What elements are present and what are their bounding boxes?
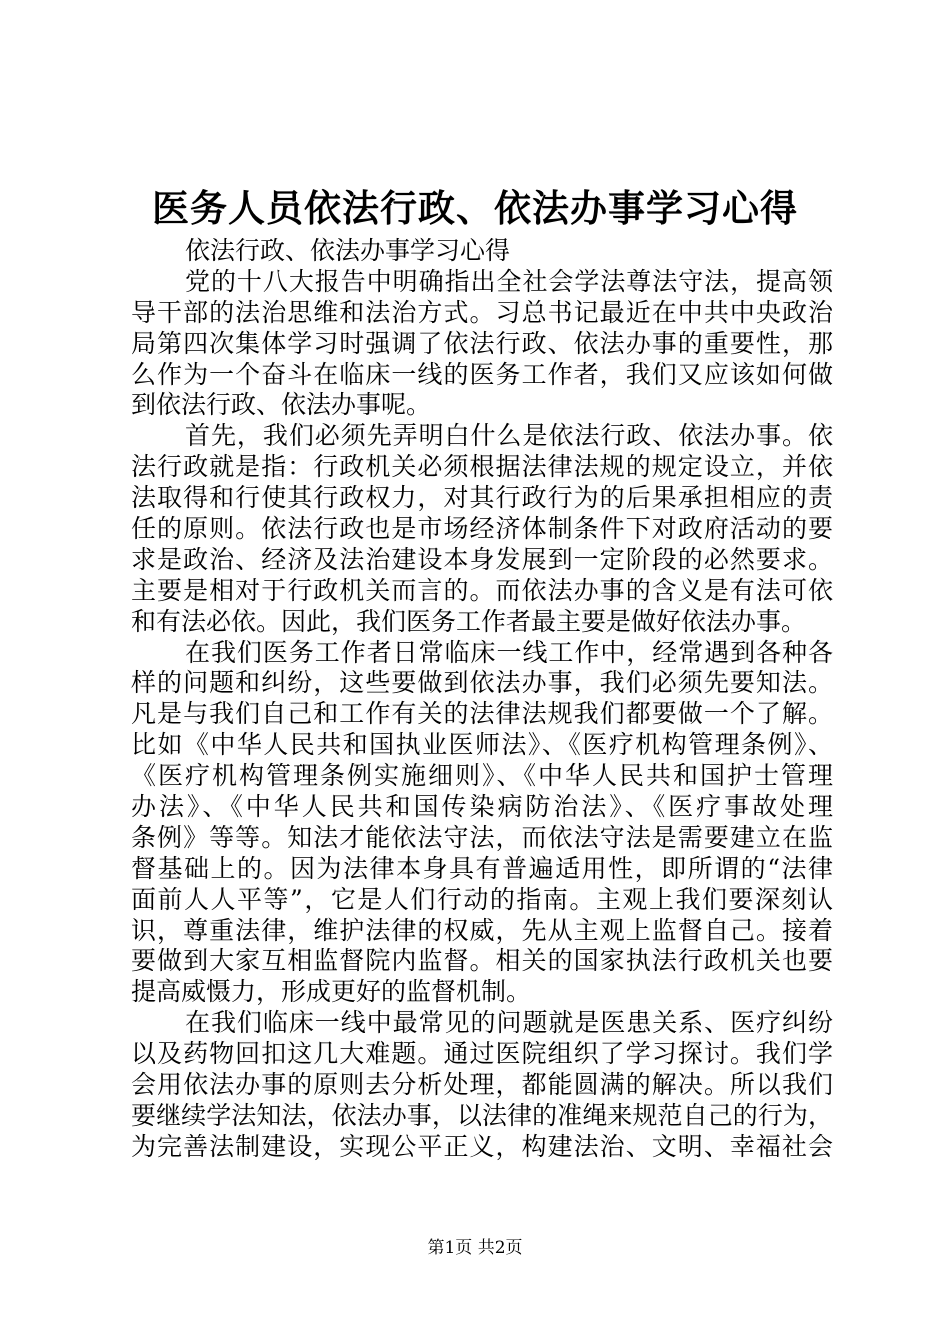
text-line: 办法》、《中华人民共和国传染病防治法》、《医疗事故处理 [131,792,833,822]
text-line: 要做到大家互相监督院内监督。相关的国家执法行政机关也要 [131,946,833,976]
text-line: 局第四次集体学习时强调了依法行政、依法办事的重要性，那 [131,328,833,358]
text-line: 到依法行政、依法办事呢。 [131,390,432,420]
text-line: 《医疗机构管理条例实施细则》、《中华人民共和国护士管理 [131,761,833,791]
page-footer: 第1页 共2页 [427,1238,523,1258]
text-line: 面前人人平等”，它是人们行动的指南。主观上我们要深刻认 [131,884,833,914]
text-line: 凡是与我们自己和工作有关的法律法规我们都要做一个了解。 [131,699,833,729]
text-line: 提高威慑力，形成更好的监督机制。 [131,977,532,1007]
text-line: 为完善法制建设，实现公平正义，构建法治、文明、幸福社会 [131,1131,833,1161]
text-line: 样的问题和纠纷，这些要做到依法办事，我们必须先要知法。 [131,668,833,698]
text-line: 在我们临床一线中最常见的问题就是医患关系、医疗纠纷 [185,1008,833,1038]
document-title: 医务人员依法行政、依法办事学习心得 [152,186,798,230]
text-line: 条例》等等。知法才能依法守法，而依法守法是需要建立在监 [131,822,833,852]
text-line: 法行政就是指：行政机关必须根据法律法规的规定设立，并依 [131,452,833,482]
text-line: 比如《中华人民共和国执业医师法》、《医疗机构管理条例》、 [131,730,833,760]
text-line: 要继续学法知法，依法办事，以法律的准绳来规范自己的行为， [131,1100,833,1130]
text-line: 首先，我们必须先弄明白什么是依法行政、依法办事。依 [185,421,833,451]
text-line: 督基础上的。因为法律本身具有普遍适用性，即所谓的“法律 [131,853,833,883]
text-line: 么作为一个奋斗在临床一线的医务工作者，我们又应该如何做 [131,359,833,389]
document-body [131,236,833,1163]
text-line: 法取得和行使其行政权力，对其行政行为的后果承担相应的责 [131,483,833,513]
text-line: 以及药物回扣这几大难题。通过医院组织了学习探讨。我们学 [131,1039,833,1069]
text-line: 党的十八大报告中明确指出全社会学法尊法守法，提高领 [185,266,833,296]
subtitle-line: 依法行政、依法办事学习心得 [185,236,511,265]
text-line: 任的原则。依法行政也是市场经济体制条件下对政府活动的要 [131,514,833,544]
text-line: 在我们医务工作者日常临床一线工作中，经常遇到各种各 [185,637,833,667]
text-line: 求是政治、经济及法治建设本身发展到一定阶段的必然要求。 [131,544,833,574]
text-line: 导干部的法治思维和法治方式。习总书记最近在中共中央政治 [131,297,833,327]
text-line: 和有法必依。因此，我们医务工作者最主要是做好依法办事。 [131,606,807,636]
text-line: 识，尊重法律，维护法律的权威，先从主观上监督自己。接着 [131,915,833,945]
text-line: 主要是相对于行政机关而言的。而依法办事的含义是有法可依 [131,575,833,605]
text-line: 会用依法办事的原则去分析处理，都能圆满的解决。所以我们 [131,1070,833,1100]
